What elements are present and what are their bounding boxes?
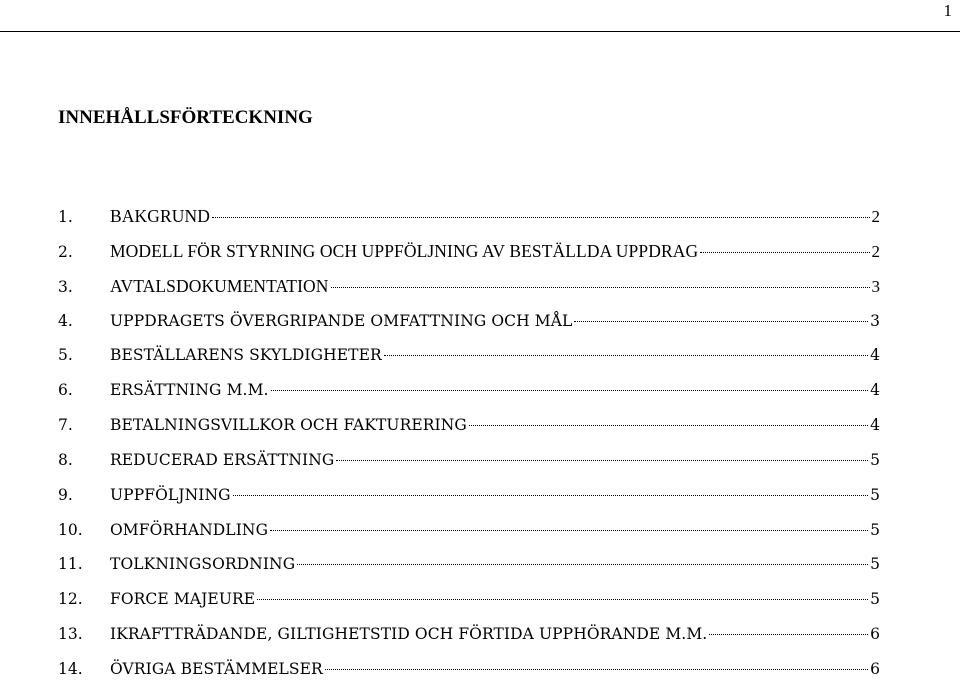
toc-entry-page-number[interactable]: 2: [871, 241, 880, 261]
toc-entry[interactable]: [58, 378, 880, 413]
toc-entry-number: 4.: [58, 311, 73, 330]
toc-entry[interactable]: [58, 343, 880, 378]
toc-dot-leader: [574, 321, 868, 322]
toc-entry[interactable]: [58, 622, 880, 657]
toc-dot-leader: [233, 495, 869, 496]
toc-entry[interactable]: [58, 413, 880, 448]
toc-entry-page-number[interactable]: 5: [870, 590, 880, 609]
toc-entry-label[interactable]: UPPFÖLJNING: [110, 485, 231, 504]
toc-entry-label[interactable]: UPPDRAGETS ÖVERGRIPANDE OMFATTNING OCH MÅL: [110, 311, 573, 330]
toc-dot-leader: [212, 217, 870, 218]
toc-dot-leader: [709, 634, 868, 635]
toc-entry[interactable]: [58, 552, 880, 587]
toc-entry-number: 6.: [58, 381, 73, 400]
toc-entry-label[interactable]: BETALNINGSVILLKOR OCH FAKTURERING: [110, 416, 467, 435]
toc-entry-number: 11.: [58, 555, 83, 574]
page-number: 1: [943, 1, 952, 20]
toc-entry[interactable]: [58, 239, 880, 274]
toc-entry-number: 7.: [58, 416, 73, 435]
toc-dot-leader: [700, 252, 869, 253]
toc-entry-label[interactable]: FORCE MAJEURE: [110, 590, 256, 609]
toc-entry-page-number[interactable]: 4: [870, 346, 880, 365]
toc-entry-label[interactable]: IKRAFTTRÄDANDE, GILTIGHETSTID OCH FÖRTIDA UPPHÖRANDE M.M.: [110, 625, 708, 644]
toc-dot-leader: [331, 287, 870, 288]
toc-entry-number: 10.: [58, 520, 83, 539]
toc-entry-page-number[interactable]: 5: [870, 485, 880, 504]
toc-dot-leader: [297, 564, 868, 565]
toc-dot-leader: [257, 599, 868, 600]
toc-entry[interactable]: [58, 587, 880, 622]
toc-dot-leader: [271, 390, 869, 391]
toc-entry-label[interactable]: ÖVRIGA BESTÄMMELSER: [110, 659, 323, 678]
table-of-contents: [58, 204, 880, 681]
toc-entry-label[interactable]: ERSÄTTNING M.M.: [110, 381, 269, 400]
toc-entry-page-number[interactable]: 4: [870, 381, 880, 400]
toc-entry-number: 5.: [58, 346, 73, 365]
toc-entry-label[interactable]: BAKGRUND: [110, 206, 210, 226]
toc-entry[interactable]: [58, 274, 880, 309]
toc-entry-page-number[interactable]: 6: [870, 625, 880, 644]
header-divider: [0, 31, 960, 32]
toc-entry-number: 2.: [58, 242, 73, 261]
toc-entry-page-number[interactable]: 3: [871, 276, 880, 296]
toc-entry[interactable]: [58, 483, 880, 518]
toc-title: INNEHÅLLSFÖRTECKNING: [58, 107, 313, 128]
toc-dot-leader: [384, 355, 868, 356]
toc-entry-number: 12.: [58, 590, 83, 609]
toc-entry[interactable]: [58, 448, 880, 483]
toc-entry[interactable]: [58, 309, 880, 344]
toc-entry-page-number[interactable]: 5: [870, 520, 880, 539]
toc-entry[interactable]: [58, 657, 880, 681]
toc-entry-page-number[interactable]: 3: [870, 311, 880, 330]
toc-entry-page-number[interactable]: 4: [870, 416, 880, 435]
toc-entry-page-number[interactable]: 5: [870, 555, 880, 574]
toc-entry-number: 13.: [58, 625, 83, 644]
toc-dot-leader: [270, 530, 868, 531]
toc-entry-number: 14.: [58, 659, 83, 678]
toc-entry-number: 8.: [58, 450, 73, 469]
toc-entry-label[interactable]: REDUCERAD ERSÄTTNING: [110, 450, 335, 469]
toc-dot-leader: [336, 460, 868, 461]
toc-entry-label[interactable]: AVTALSDOKUMENTATION: [110, 275, 329, 296]
toc-dot-leader: [469, 425, 868, 426]
toc-entry-page-number[interactable]: 6: [870, 659, 880, 678]
toc-entry-number: 9.: [58, 485, 73, 504]
toc-entry-label[interactable]: TOLKNINGSORDNING: [110, 555, 296, 574]
toc-entry-page-number[interactable]: 5: [870, 450, 880, 469]
toc-entry-label[interactable]: MODELL FÖR STYRNING OCH UPPFÖLJNING AV BESTÄLLDA UPPDRAG: [110, 240, 699, 261]
toc-entry[interactable]: [58, 204, 880, 239]
toc-dot-leader: [325, 669, 868, 670]
toc-entry-number: 1.: [58, 208, 73, 226]
toc-entry-label[interactable]: BESTÄLLARENS SKYLDIGHETER: [110, 346, 382, 365]
toc-entry-page-number[interactable]: 2: [871, 207, 880, 226]
toc-entry-label[interactable]: OMFÖRHANDLING: [110, 520, 269, 539]
toc-entry-number: 3.: [58, 277, 73, 296]
toc-entry[interactable]: [58, 518, 880, 553]
